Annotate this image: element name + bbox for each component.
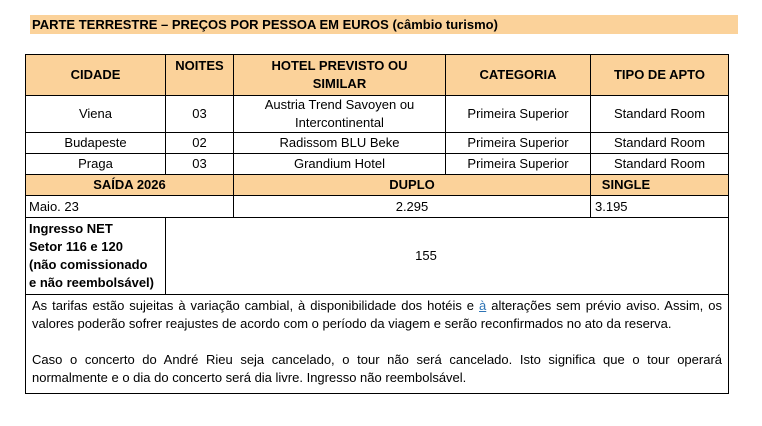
header-cidade: CIDADE	[26, 55, 166, 96]
cell-hotel: Grandium Hotel	[234, 154, 446, 175]
header-duplo: DUPLO	[234, 175, 591, 196]
notes-p1-text-a: As tarifas estão sujeitas à variação cambial, à disponibilidade dos hotéis e	[32, 298, 480, 313]
header-saida: SAÍDA 2026	[26, 175, 234, 196]
cell-single: 3.195	[591, 196, 729, 218]
pricing-table	[25, 54, 729, 394]
cell-mes: Maio. 23	[26, 196, 234, 218]
notes-spacer	[32, 333, 722, 351]
cell-cidade: Praga	[26, 154, 166, 175]
ingresso-value: 155	[166, 218, 729, 295]
header-hotel	[234, 55, 446, 96]
table-header-row	[26, 55, 729, 96]
header-hotel-line1: HOTEL PREVISTO OU	[271, 58, 408, 73]
cell-hotel	[234, 96, 446, 133]
notes-row	[26, 295, 729, 394]
ingresso-line2: Setor 116 e 120	[29, 239, 123, 254]
ingresso-label	[26, 218, 166, 295]
price-row	[26, 196, 729, 218]
header-single: SINGLE	[591, 175, 729, 196]
notes-p1-underlined: à	[479, 298, 487, 313]
table-row	[26, 96, 729, 133]
cell-tipo: Standard Room	[591, 133, 729, 154]
cell-duplo: 2.295	[234, 196, 591, 218]
cell-hotel: Radissom BLU Beke	[234, 133, 446, 154]
header-hotel-line2: SIMILAR	[312, 76, 367, 91]
cell-hotel-line1: Austria Trend Savoyen ou	[264, 97, 415, 112]
notes-p1-text-b: alterações sem prévio aviso. Assim, os valores poderão sofrer reajustes de acordo com o período da viagem e serão reconfirmados no ato da reserva.	[32, 298, 722, 331]
cell-categoria: Primeira Superior	[446, 154, 591, 175]
cell-categoria: Primeira Superior	[446, 96, 591, 133]
table-row	[26, 154, 729, 175]
cell-noites: 02	[166, 133, 234, 154]
price-header-row	[26, 175, 729, 196]
header-categoria: CATEGORIA	[446, 55, 591, 96]
notes-cell	[26, 295, 729, 394]
ingresso-row	[26, 218, 729, 295]
table-row	[26, 133, 729, 154]
cell-noites: 03	[166, 154, 234, 175]
cell-noites: 03	[166, 96, 234, 133]
ingresso-line1: Ingresso NET	[29, 221, 113, 236]
ingresso-line3: (não comissionado	[29, 257, 148, 272]
page-title: PARTE TERRESTRE – PREÇOS POR PESSOA EM EUROS (câmbio turismo)	[30, 15, 738, 34]
cell-cidade: Budapeste	[26, 133, 166, 154]
header-tipo: TIPO DE APTO	[591, 55, 729, 96]
cell-hotel-line2: Intercontinental	[295, 115, 384, 130]
notes-paragraph-1	[32, 297, 722, 333]
cell-tipo: Standard Room	[591, 154, 729, 175]
ingresso-line4: e não reembolsável)	[29, 275, 154, 290]
cell-cidade: Viena	[26, 96, 166, 133]
header-noites: NOITES	[166, 55, 234, 96]
cell-categoria: Primeira Superior	[446, 133, 591, 154]
cell-tipo: Standard Room	[591, 96, 729, 133]
notes-paragraph-2: Caso o concerto do André Rieu seja cancelado, o tour não será cancelado. Isto significa que o tour operará normalmente e o dia do concerto será dia livre. Ingresso não reembolsável.	[32, 352, 722, 385]
